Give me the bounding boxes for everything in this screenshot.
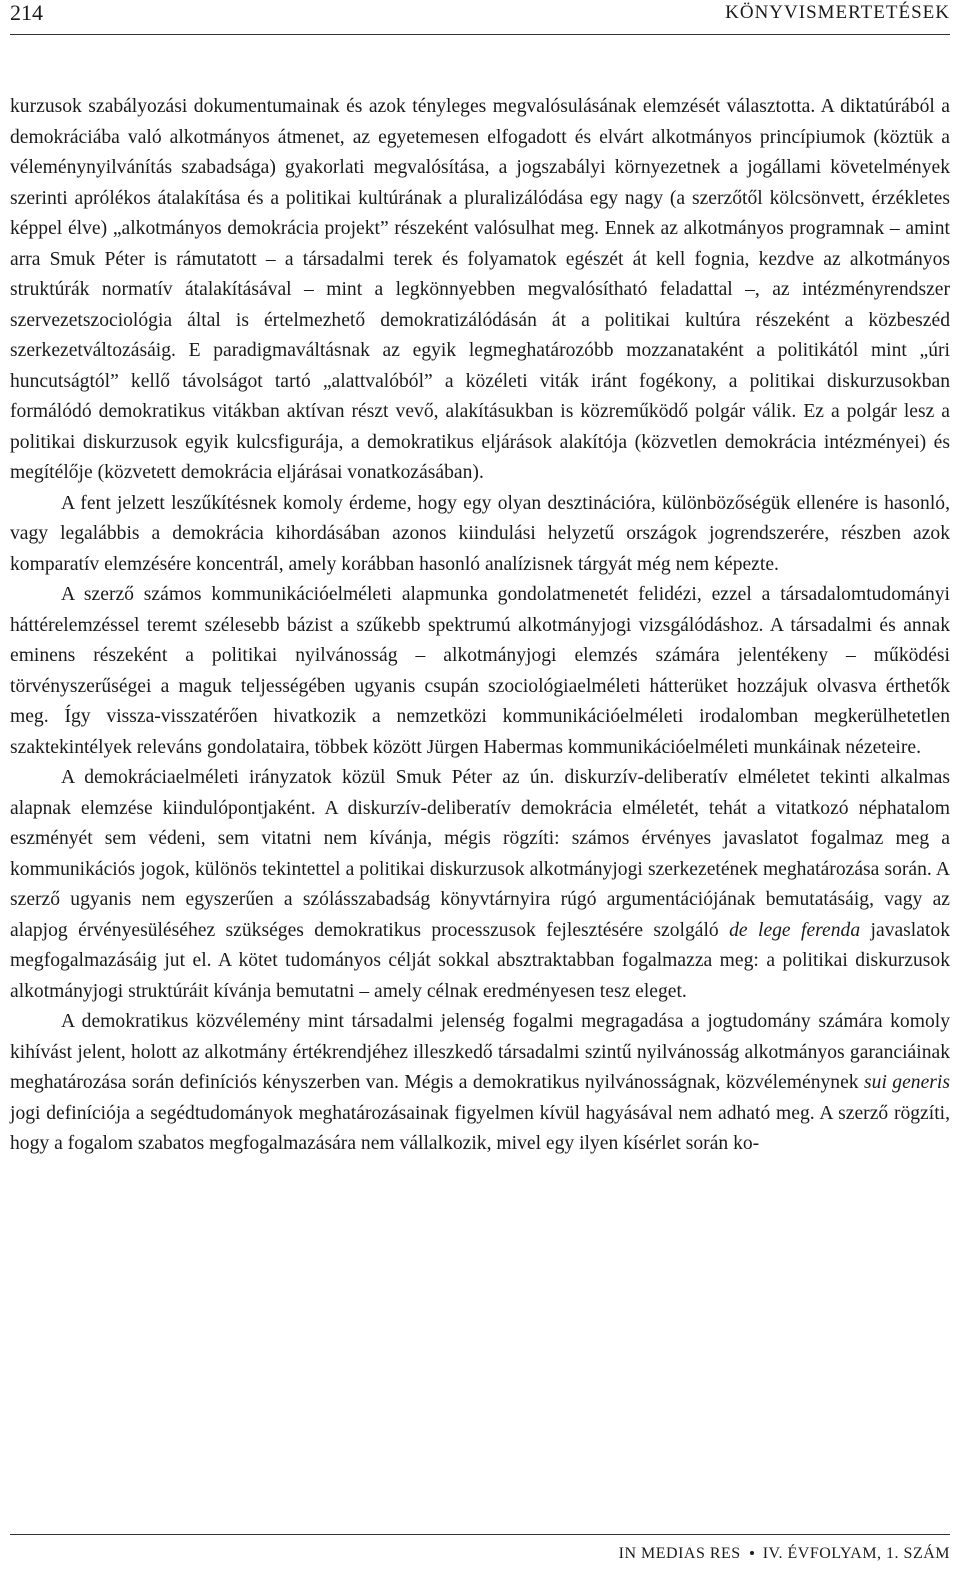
journal-name: IN MEDIAS RES <box>618 1545 741 1562</box>
paragraph-5-italic: sui generis <box>864 1072 950 1093</box>
paragraph-5-text-b: jogi definíciója a segédtudományok meghatározásainak figyelmen kívül hagyásával nem adható meg. A szerző rögzíti, hogy a fogalom szabatos megfogalmazására nem vállalkozik, mivel egy ilyen kísérlet során ko- <box>10 1102 950 1154</box>
paragraph-4 <box>10 763 950 1007</box>
paragraph-4-text-a: A demokráciaelméleti irányzatok közül Smuk Péter az ún. diskurzív-deliberatív elméletet tekinti alkalmas alapnak elemzése kiindulópontjaként. A diskurzív-deliberatív demokrácia elméletét, tehát a vitatkozó néphatalom eszményét sem védeni, sem vitatni nem kívánja, mégis rögzíti: számos érvényes javaslatot fogalmaz meg a kommunikációs jogok, különös tekintettel a politikai diskurzusok alkotmányjogi szerkezetének meghatározása során. A szerző ugyanis nem egyszerűen a szólásszabadság könyvtárnyira rúgó argumentációjának bemutatásáig, vagy az alapjog érvényesüléséhez szükséges demokratikus processzusok fejlesztésére szolgáló <box>10 767 950 941</box>
paragraph-1: kurzusok szabályozási dokumentumainak és azok tényleges megvalósulásának elemzését választotta. A diktatúrából a demokráciába való alkotmányos átmenet, az egyetemesen elfogadott és elvárt alkotmányos princípiumok (köztük a véleménynyilvánítás szabadsága) gyakorlati megvalósítása, a jogszabályi környezetnek a jogállami követelmények szerinti aprólékos átalakítása és a politikai kultúrának a pluralizálódása egy nagy (a szerzőtől kölcsönvett, érzékletes képpel élve) „alkotmányos demokrácia projekt” részeként valósulhat meg. Ennek az alkotmányos programnak – amint arra Smuk Péter is rámutatott – a társadalmi terek és folyamatok egészét át kell fognia, kezdve az alkotmányos struktúrák normatív átalakításával – mint a legkönnyebben megvalósítható feladattal –, az intézményrendszer szervezetszociológia által is értelmezhető demokratizálódásán át a politikai kultúra részeként a közbeszéd szerkezetváltozásáig. E paradigmaváltásnak az egyik legmeghatározóbb mozzanataként a politikától mint „úri huncutságtól” kellő távolságot tartó „alattvalóból” a közéleti viták iránt fogékony, a politikai diskurzusokban formálódó demokratikus vitákban aktívan részt vevő, alakításukban is közreműködő polgár válik. Ez a polgár lesz a politikai diskurzusok egyik kulcsfigurája, a demokratikus eljárások alakítója (közvetlen demokrácia intézményei) és megítélője (közvetett demokrácia eljárásai vonatkozásában). <box>10 96 950 483</box>
article-body <box>10 92 950 1160</box>
paragraph-4-text-b: javaslatok megfogalmazásáig jut el. A kötet tudományos célját sokkal absztraktabban fogalmazza meg: a politikai diskurzusok alkotmányjogi struktúráit kívánja bemutatni – amely célnak eredményesen tesz eleget. <box>10 919 950 1002</box>
issue-label: IV. ÉVFOLYAM, 1. SZÁM <box>762 1545 950 1562</box>
bullet-separator-icon <box>750 1551 754 1555</box>
paragraph-4-italic: de lege ferenda <box>729 919 861 941</box>
page-footer <box>619 1543 950 1565</box>
header-divider <box>10 34 950 35</box>
paragraph-2: A fent jelzett leszűkítésnek komoly érdeme, hogy egy olyan desztinációra, különbözőségük ellenére is hasonló, vagy legalábbis a demokrácia kihordásában azonos kiindulási helyzetű országok jogrendszerére, részben azok komparatív elemzésére koncentrál, amely korábban hasonló analízisnek tárgyát még nem képezte. <box>10 492 950 575</box>
page-header <box>10 0 950 28</box>
paragraph-5 <box>10 1007 950 1160</box>
section-title: KÖNYVISMERTETÉSEK <box>725 2 950 23</box>
footer-divider <box>10 1534 950 1535</box>
page-number: 214 <box>10 0 43 25</box>
paragraph-5-text-a: A demokratikus közvélemény mint társadalmi jelenség fogalmi megragadása a jogtudomány számára komoly kihívást jelent, holott az alkotmány értékrendjéhez illeszkedő társadalmi szintű nyilvánosság alkotmányos garanciáinak meghatározása során definíciós kényszerben van. Mégis a demokratikus nyilvánosságnak, közvéleménynek <box>10 1011 950 1093</box>
paragraph-3: A szerző számos kommunikációelméleti alapmunka gondolatmenetét felidézi, ezzel a társadalomtudományi háttérelemzéssel teremt szélesebb bázist a szűkebb spektrumú alkotmányjogi vizsgálódáshoz. A társadalmi és annak eminens részeként a politikai nyilvánosság – alkotmányjogi elemzés számára jelentékeny – működési törvényszerűségei a maguk teljességében ugyanis csupán szociológiaelméleti hátterüket hozzájuk olvasva érthetők meg. Így vissza-visszatérően hivatkozik a nemzetközi kommunikációelméleti irodalomban megkerülhetetlen szaktekintélyek releváns gondolataira, többek között Jürgen Habermas kommunikációelméleti munkáinak nézeteire. <box>10 584 950 758</box>
